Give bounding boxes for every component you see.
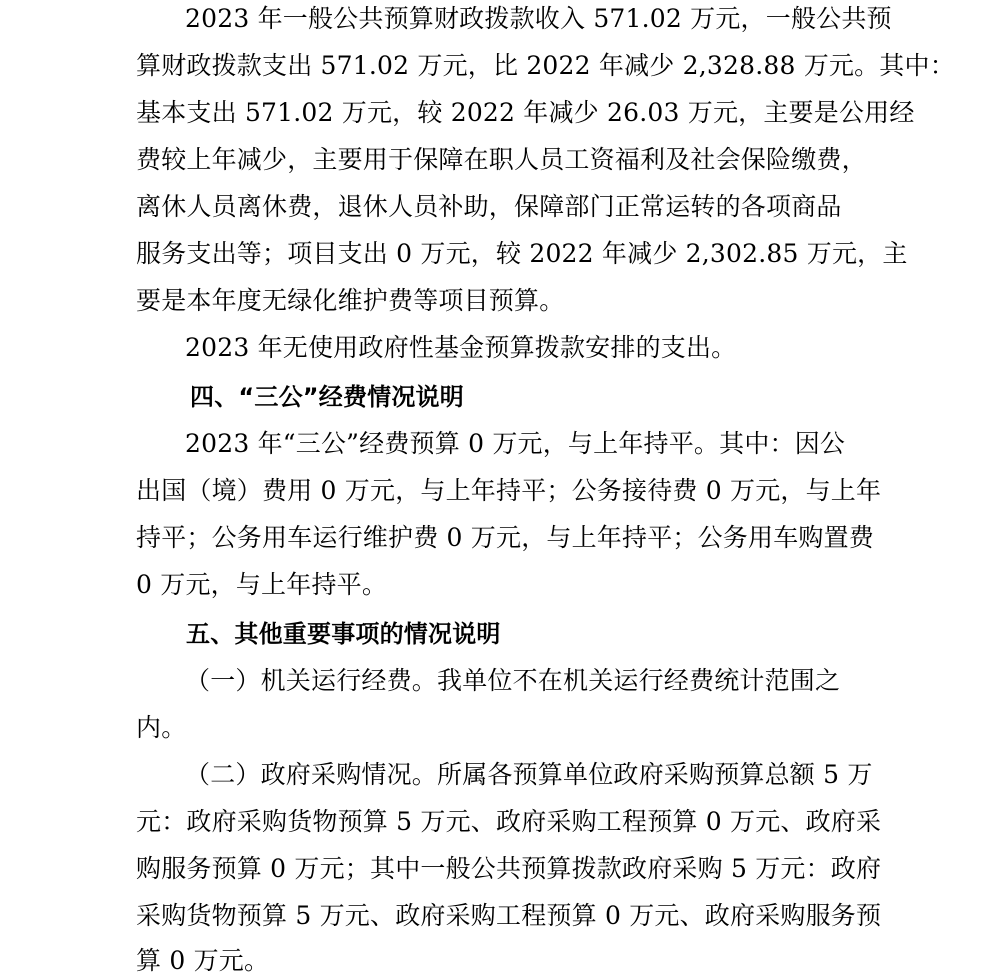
paragraph-line: 算 0 万元。 — [136, 946, 270, 975]
paragraph-line: 基本支出 571.02 万元，较 2022 年减少 26.03 万元，主要是公用经 — [136, 98, 915, 127]
paragraph-line: 0 万元，与上年持平。 — [136, 570, 388, 599]
paragraph-line: 离休人员离休费，退休人员补助，保障部门正常运转的各项商品 — [136, 192, 842, 221]
paragraph-line: 服务支出等；项目支出 0 万元，较 2022 年减少 2,302.85 万元，主 — [136, 239, 908, 268]
paragraph-line: 持平；公务用车运行维护费 0 万元，与上年持平；公务用车购置费 — [136, 523, 875, 552]
paragraph-line: 采购货物预算 5 万元、政府采购工程预算 0 万元、政府采购服务预 — [136, 901, 882, 930]
paragraph-line: 要是本年度无绿化维护费等项目预算。 — [136, 286, 565, 315]
paragraph-line: 2023 年一般公共预算财政拨款收入 571.02 万元，一般公共预 — [185, 4, 892, 33]
paragraph-line: 元：政府采购货物预算 5 万元、政府采购工程预算 0 万元、政府采 — [136, 807, 882, 836]
section-heading: 四、“三公”经费情况说明 — [190, 383, 464, 411]
section-heading: 五、其他重要事项的情况说明 — [186, 620, 501, 648]
paragraph-line: （二）政府采购情况。所属各预算单位政府采购预算总额 5 万 — [185, 760, 873, 789]
paragraph-line: 2023 年“三公”经费预算 0 万元，与上年持平。其中：因公 — [185, 429, 846, 458]
paragraph-line: 购服务预算 0 万元；其中一般公共预算拨款政府采购 5 万元：政府 — [136, 854, 882, 883]
paragraph-line: 费较上年减少，主要用于保障在职人员工资福利及社会保险缴费， — [136, 145, 867, 174]
paragraph-line: 算财政拨款支出 571.02 万元，比 2022 年减少 2,328.88 万元。其中： — [136, 51, 955, 80]
paragraph-line: （一）机关运行经费。我单位不在机关运行经费统计范围之 — [185, 666, 841, 695]
paragraph-line: 出国（境）费用 0 万元，与上年持平；公务接待费 0 万元，与上年 — [136, 476, 882, 505]
paragraph-line: 2023 年无使用政府性基金预算拨款安排的支出。 — [185, 333, 737, 362]
paragraph-line: 内。 — [136, 713, 187, 742]
